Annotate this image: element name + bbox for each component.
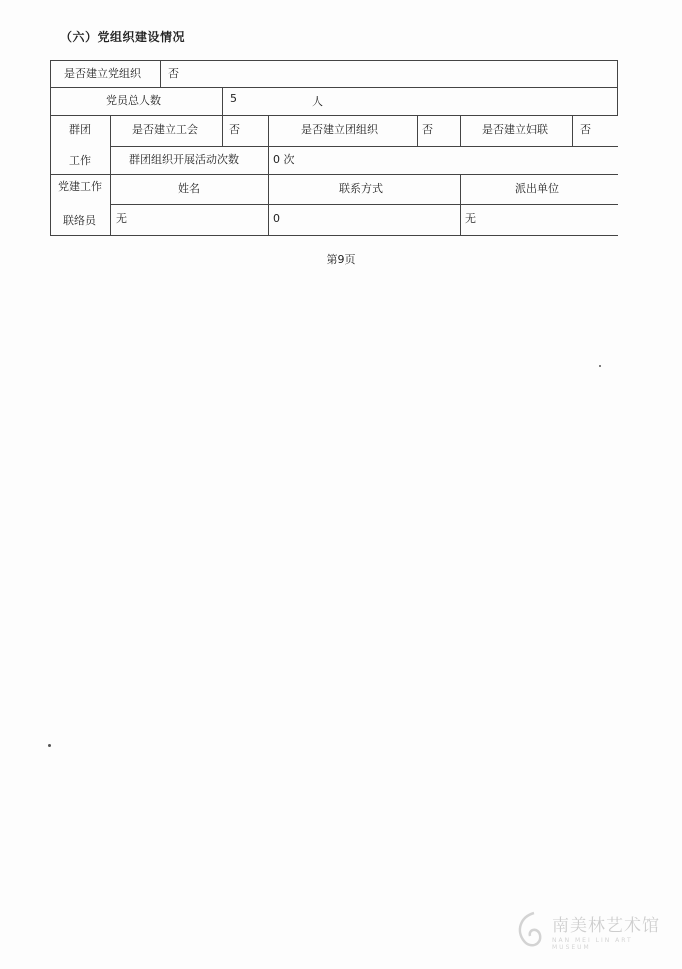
museum-watermark (508, 909, 668, 955)
col-divider (222, 115, 223, 147)
row-divider (50, 87, 618, 88)
col-divider (417, 115, 418, 147)
has-women-federation-value: 否 (580, 123, 591, 136)
swirl-logo-icon (512, 909, 548, 953)
liaison-unit-value: 无 (465, 212, 476, 225)
party-member-count-unit: 人 (312, 95, 323, 108)
col-divider (110, 115, 111, 236)
has-party-org-label: 是否建立党组织 (64, 67, 141, 80)
row-divider (50, 115, 618, 116)
col-divider (268, 115, 269, 236)
liaison-contact-header: 联系方式 (339, 182, 383, 195)
liaison-label-top: 党建工作 (58, 180, 102, 193)
scan-speck (48, 744, 51, 747)
watermark-text: 南美林艺术馆 (552, 916, 660, 936)
row-divider (50, 174, 618, 175)
col-divider (460, 115, 461, 147)
liaison-unit-header: 派出单位 (515, 182, 559, 195)
liaison-label-bottom: 联络员 (63, 214, 96, 227)
has-union-value: 否 (229, 123, 240, 136)
table-border-top (50, 60, 618, 61)
table-border-left (50, 60, 51, 236)
row-divider (110, 204, 618, 205)
has-party-org-value: 否 (168, 67, 179, 80)
party-organization-table (50, 60, 618, 236)
col-divider (160, 60, 161, 88)
has-youth-league-label: 是否建立团组织 (301, 123, 378, 136)
table-border-bottom (50, 235, 618, 236)
page-number: 第9页 (326, 253, 356, 266)
section-title: （六）党组织建设情况 (60, 30, 186, 44)
mass-work-label-bottom: 工作 (69, 154, 91, 167)
col-divider (460, 174, 461, 236)
mass-activity-count-value: 0 次 (273, 153, 295, 166)
mass-activity-count-label: 群团组织开展活动次数 (129, 153, 239, 166)
table-border-right (617, 60, 618, 116)
has-union-label: 是否建立工会 (132, 123, 198, 136)
watermark-subtext: NAN MEI LIN ART MUSEUM (552, 937, 633, 951)
has-women-federation-label: 是否建立妇联 (482, 123, 548, 136)
liaison-contact-value: 0 (273, 212, 280, 225)
mass-work-label-top: 群团 (69, 123, 91, 136)
col-divider (572, 115, 573, 147)
has-youth-league-value: 否 (422, 123, 433, 136)
party-member-count-label: 党员总人数 (106, 94, 161, 107)
party-member-count-value: 5 (230, 92, 237, 105)
scan-speck (599, 365, 601, 367)
liaison-name-value: 无 (116, 212, 127, 225)
col-divider (222, 87, 223, 116)
liaison-name-header: 姓名 (178, 182, 200, 195)
row-divider (110, 146, 618, 147)
